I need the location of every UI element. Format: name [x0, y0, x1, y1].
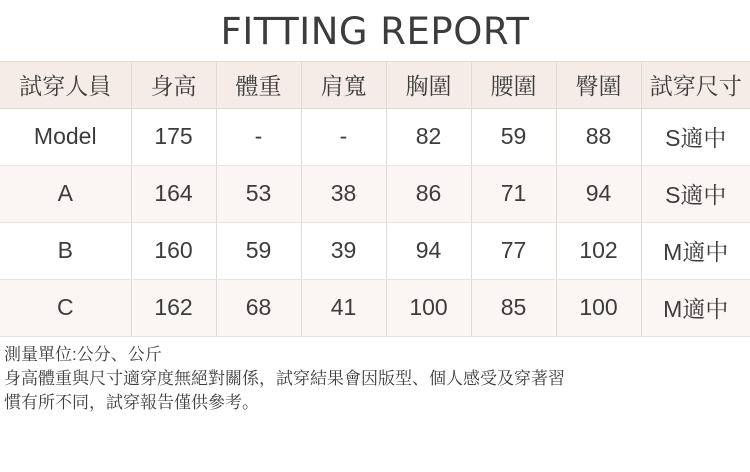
cell-bust: 100: [386, 279, 471, 336]
table-row: [0, 222, 750, 279]
fitting-report-table: [0, 61, 750, 337]
page-title: FITTING REPORT: [220, 10, 530, 53]
cell-hip: 100: [556, 279, 641, 336]
cell-waist: 85: [471, 279, 556, 336]
cell-hip: 88: [556, 108, 641, 165]
column-header-shoulder: 肩寬: [301, 61, 386, 108]
cell-shoulder: 41: [301, 279, 386, 336]
table-row: [0, 108, 750, 165]
cell-hip: 102: [556, 222, 641, 279]
cell-height: 162: [131, 279, 216, 336]
column-header-weight: 體重: [216, 61, 301, 108]
cell-size: M適中: [641, 222, 750, 279]
cell-waist: 77: [471, 222, 556, 279]
column-header-bust: 胸圍: [386, 61, 471, 108]
column-header-size: 試穿尺寸: [641, 61, 750, 108]
cell-tester: C: [0, 279, 131, 336]
table-row: [0, 165, 750, 222]
cell-waist: 71: [471, 165, 556, 222]
column-header-waist: 腰圍: [471, 61, 556, 108]
footnote-disclaimer-line2: 慣有所不同，試穿報告僅供參考。: [4, 392, 259, 412]
cell-weight: 59: [216, 222, 301, 279]
table-header-row: [0, 61, 750, 108]
cell-tester: A: [0, 165, 131, 222]
cell-weight: 68: [216, 279, 301, 336]
cell-shoulder: 38: [301, 165, 386, 222]
cell-hip: 94: [556, 165, 641, 222]
footnote-disclaimer-line1: 身高體重與尺寸適穿度無絕對關係，試穿結果會因版型、個人感受及穿著習: [4, 368, 565, 388]
column-header-hip: 臀圍: [556, 61, 641, 108]
cell-height: 175: [131, 108, 216, 165]
cell-shoulder: -: [301, 108, 386, 165]
cell-bust: 94: [386, 222, 471, 279]
footnotes: [0, 337, 750, 415]
cell-size: S適中: [641, 108, 750, 165]
cell-weight: 53: [216, 165, 301, 222]
cell-bust: 82: [386, 108, 471, 165]
table-row: [0, 279, 750, 336]
cell-size: S適中: [641, 165, 750, 222]
cell-size: M適中: [641, 279, 750, 336]
cell-height: 164: [131, 165, 216, 222]
cell-shoulder: 39: [301, 222, 386, 279]
column-header-height: 身高: [131, 61, 216, 108]
cell-bust: 86: [386, 165, 471, 222]
cell-tester: B: [0, 222, 131, 279]
cell-height: 160: [131, 222, 216, 279]
footnote-measure-unit: 測量單位:公分、公斤: [4, 344, 162, 364]
cell-weight: -: [216, 108, 301, 165]
column-header-tester: 試穿人員: [0, 61, 131, 108]
cell-waist: 59: [471, 108, 556, 165]
cell-tester: Model: [0, 108, 131, 165]
